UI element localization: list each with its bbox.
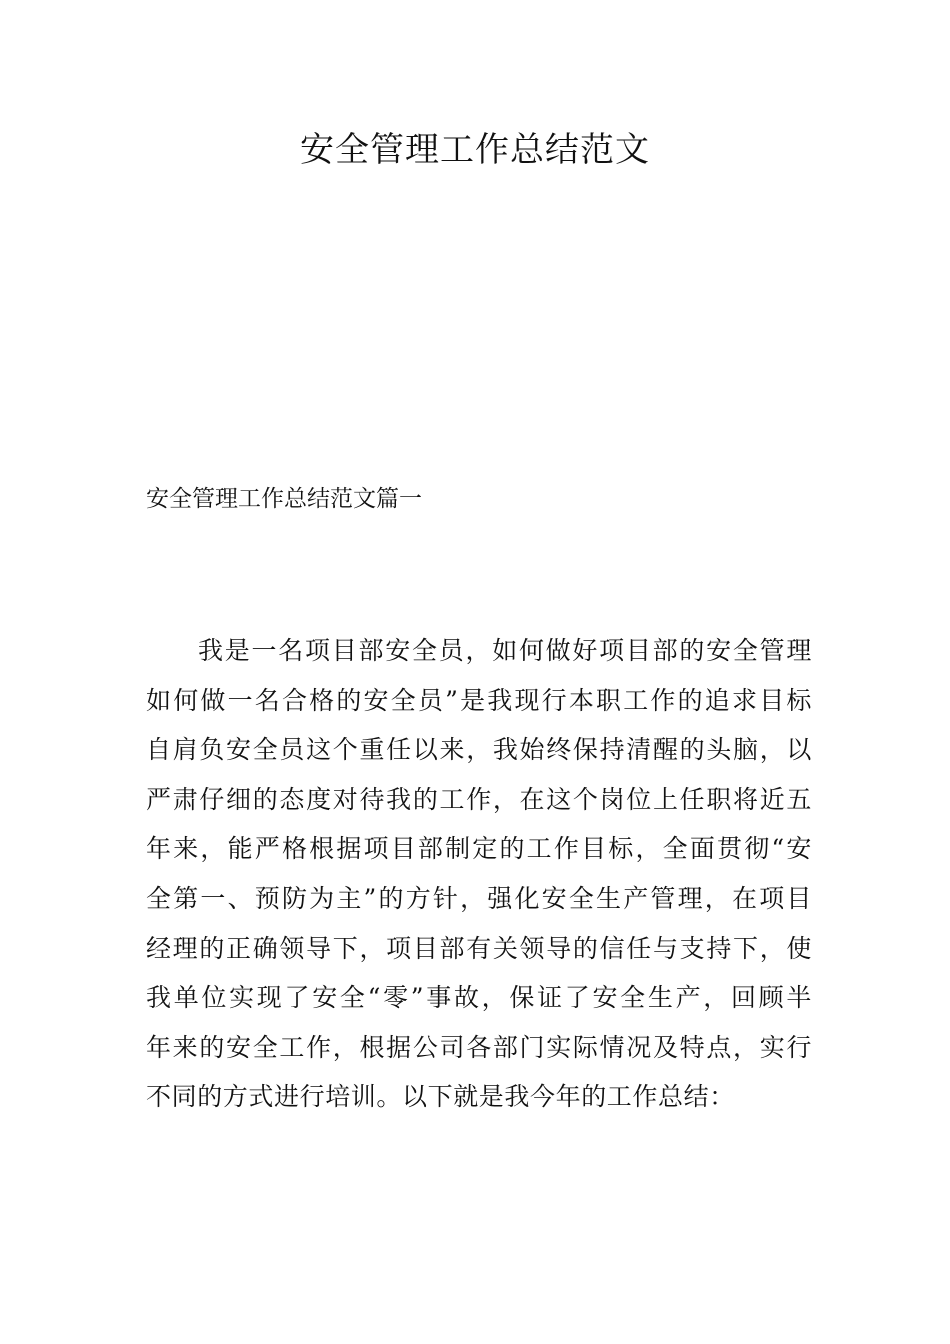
paragraph-line: 全第一、预防为主”的方针，强化安全生产管理，在项目 <box>146 883 812 913</box>
paragraph-line: 年来的安全工作，根据公司各部门实际情况及特点，实行 <box>146 1032 812 1062</box>
paragraph-line: 不同的方式进行培训。以下就是我今年的工作总结： <box>146 1082 735 1112</box>
paragraph-line: 自肩负安全员这个重任以来，我始终保持清醒的头脑，以 <box>146 735 812 765</box>
paragraph-line: 我是一名项目部安全员，如何做好项目部的安全管理 <box>198 636 812 665</box>
paragraph-line: 如何做一名合格的安全员”是我现行本职工作的追求目标 <box>146 685 812 715</box>
paragraph-line: 严肃仔细的态度对待我的工作，在这个岗位上任职将近五 <box>146 784 812 814</box>
paragraph-line: 我单位实现了安全“零”事故，保证了安全生产，回顾半 <box>146 983 812 1013</box>
paragraph-line: 年来，能严格根据项目部制定的工作目标，全面贯彻“安 <box>146 834 812 864</box>
section-heading: 安全管理工作总结范文篇一 <box>146 486 422 512</box>
document-title: 安全管理工作总结范文 <box>300 130 650 170</box>
body-paragraph <box>146 626 812 1122</box>
paragraph-line: 经理的正确领导下，项目部有关领导的信任与支持下，使 <box>146 933 812 963</box>
